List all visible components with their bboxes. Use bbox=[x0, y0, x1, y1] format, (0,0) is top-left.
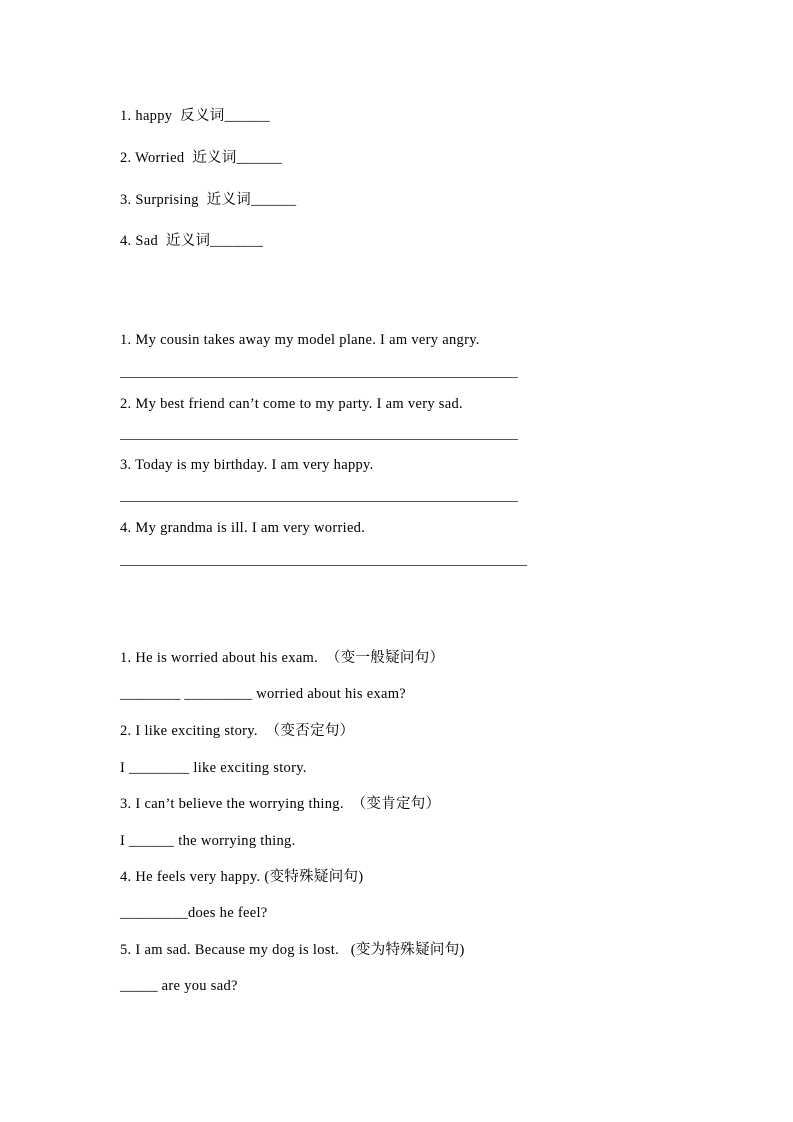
exercise-line-s2-4: 4. My grandma is ill. I am very worried. bbox=[120, 520, 366, 536]
answer-line bbox=[120, 565, 527, 566]
answer-line bbox=[120, 377, 518, 378]
exercise-line-s3-8: _________does he feel? bbox=[120, 905, 268, 921]
exercise-line-s3-7: 4. He feels very happy. (变特殊疑问句) bbox=[120, 869, 364, 885]
exercise-line-s3-5: 3. I can’t believe the worrying thing. （变肯定句） bbox=[120, 796, 441, 812]
exercise-line-s3-3: 2. I like exciting story. （变否定句） bbox=[120, 723, 355, 739]
exercise-line-s3-4: I ________ like exciting story. bbox=[120, 760, 307, 776]
answer-line bbox=[120, 501, 518, 502]
exercise-line-s1-4: 4. Sad 近义词_______ bbox=[120, 233, 264, 249]
exercise-line-s1-1: 1. happy 反义词______ bbox=[120, 108, 270, 124]
exercise-line-s2-3: 3. Today is my birthday. I am very happy. bbox=[120, 457, 374, 473]
exercise-line-s3-1: 1. He is worried about his exam. （变一般疑问句） bbox=[120, 650, 445, 666]
exercise-line-s2-2: 2. My best friend can’t come to my party. I am very sad. bbox=[120, 396, 463, 412]
exercise-line-s1-3: 3. Surprising 近义词______ bbox=[120, 192, 297, 208]
exercise-line-s1-2: 2. Worried 近义词______ bbox=[120, 150, 282, 166]
exercise-line-s3-9: 5. I am sad. Because my dog is lost. (变为特殊疑问句) bbox=[120, 942, 465, 958]
exercise-line-s3-2: ________ _________ worried about his exam? bbox=[120, 686, 407, 702]
exercise-line-s2-1: 1. My cousin takes away my model plane. I am very angry. bbox=[120, 332, 480, 348]
answer-line bbox=[120, 439, 518, 440]
exercise-line-s3-6: I ______ the worrying thing. bbox=[120, 833, 296, 849]
exercise-line-s3-10: _____ are you sad? bbox=[120, 978, 238, 994]
